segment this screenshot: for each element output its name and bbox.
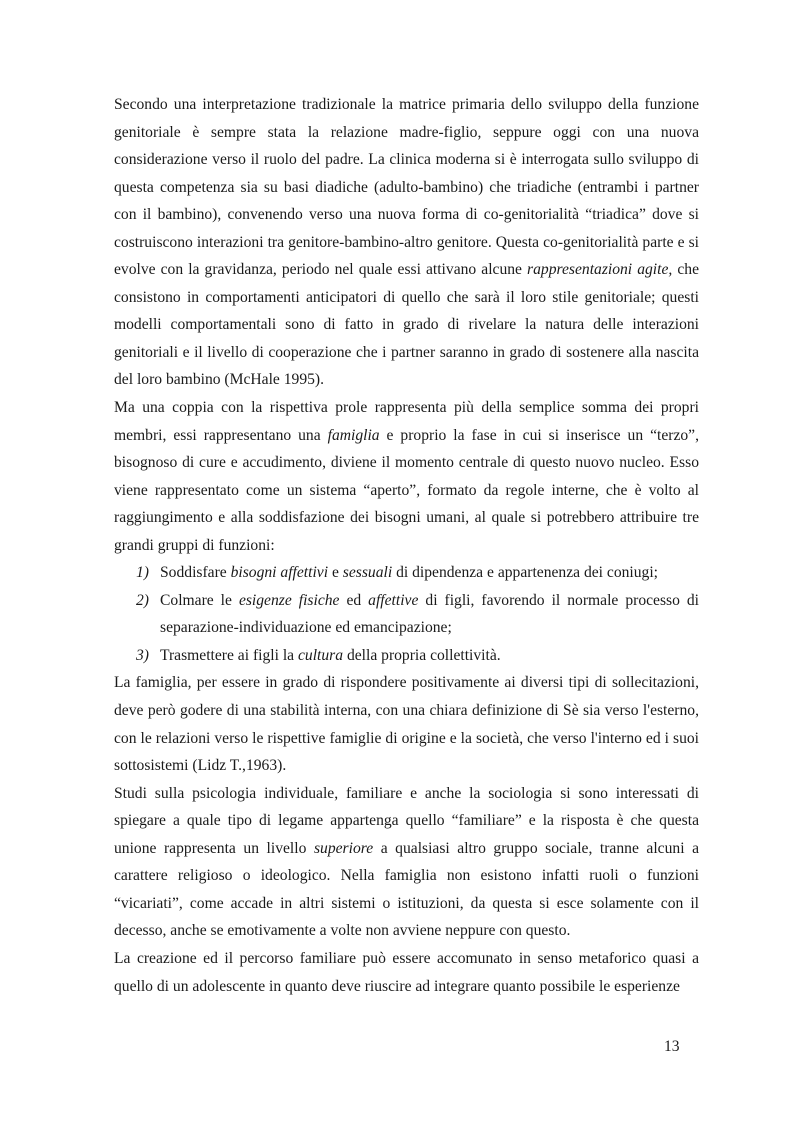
paragraph-percorso-familiare: La creazione ed il percorso familiare può essere accomunato in senso metaforico quasi a quello di un adolescente in quanto deve riuscire ad integrare quanto possibile le esperienze bbox=[114, 949, 699, 995]
list-number: 3) bbox=[136, 646, 149, 664]
paragraph-co-genitorialita bbox=[114, 91, 699, 394]
paragraph-stabilita-interna: La famiglia, per essere in grado di rispondere positivamente ai diversi tipi di sollecitazioni, deve però godere di una stabilità interna, con una chiara definizione di Sè sia verso l'esterno, con le relazioni verso le rispettive famiglie di origine e la società, che verso l'interno ed i suoi sottosistemi (Lidz T.,1963). bbox=[114, 674, 699, 775]
functions-list bbox=[114, 559, 699, 669]
italic-term: famiglia bbox=[327, 426, 380, 444]
list-number: 1) bbox=[136, 564, 149, 582]
paragraph-famiglia-sistema bbox=[114, 394, 699, 559]
list-item bbox=[114, 559, 699, 587]
text-run: ed bbox=[339, 591, 369, 609]
italic-term: cultura bbox=[298, 646, 344, 664]
list-number: 2) bbox=[136, 591, 149, 609]
list-item bbox=[114, 642, 699, 670]
italic-term: rappresentazioni agite, bbox=[527, 261, 673, 279]
italic-term: esigenze fisiche bbox=[238, 591, 340, 609]
page-body bbox=[114, 91, 699, 1000]
italic-term: affettive bbox=[368, 591, 419, 609]
italic-term: superiore bbox=[313, 839, 374, 857]
paragraph-legame-familiare bbox=[114, 780, 699, 945]
text-run: e bbox=[328, 564, 343, 582]
text-run: a qualsiasi altro gruppo sociale, tranne alcuni a carattere religioso o ideologico. Nella famiglia non esistono infatti ruoli o funzioni “vicariati”, come accade in altri sistemi o istituzioni, da questa si esce solamente con il decesso, anche se emotivamente a volte non avviene neppure con questo. bbox=[114, 839, 699, 940]
list-item bbox=[114, 587, 699, 642]
text-run: Secondo una interpretazione tradizionale la matrice primaria dello sviluppo della funzione genitoriale è sempre stata la relazione madre-figlio, seppure oggi con una nuova considerazione verso il ruolo del padre. La clinica moderna si è interrogata sullo sviluppo di questa competenza sia su basi diadiche (adulto-bambino) che triadiche (entrambi i partner con il bambino), convenendo verso una nuova forma di co-genitorialità “triadica” dove si costruiscono interazioni tra genitore-bambino-altro genitore. Questa co-genitorialità parte e si evolve con la gravidanza, periodo nel quale essi attivano alcune bbox=[114, 96, 699, 279]
text-run: che consistono in comportamenti anticipatori di quello che sarà il loro stile genitoriale; questi modelli comportamentali sono di fatto in grado di rivelare la natura delle interazioni genitoriali e il livello di cooperazione che i partner saranno in grado di sostenere alla nascita del loro bambino (McHale 1995). bbox=[114, 261, 699, 389]
text-run: Soddisfare bbox=[160, 564, 231, 582]
text-run: della propria collettività. bbox=[343, 646, 501, 664]
text-run: di dipendenza e appartenenza dei coniugi; bbox=[392, 564, 659, 582]
italic-term: bisogni affettivi bbox=[230, 564, 329, 582]
text-run: Trasmettere ai figli la bbox=[160, 646, 298, 664]
italic-term: sessuali bbox=[342, 564, 393, 582]
text-run: e proprio la fase in cui si inserisce un “terzo”, bisognoso di cure e accudimento, diviene il momento centrale di questo nuovo nucleo. Esso viene rappresentato come un sistema “aperto”, formato da regole interne, che è volto al raggiungimento e alla soddisfazione dei bisogni umani, al quale si potrebbero attribuire tre grandi gruppi di funzioni: bbox=[114, 426, 700, 554]
text-run: Studi sulla psicologia individuale, familiare e anche la sociologia si sono interessati di spiegare a quale tipo di legame appartenga quello “familiare” e la risposta è che questa unione rappresenta un livello bbox=[114, 784, 699, 857]
text-run: Ma una coppia con la rispettiva prole rappresenta più della semplice somma dei propri membri, essi rappresentano una bbox=[114, 399, 699, 444]
page-number: 13 bbox=[664, 1038, 680, 1055]
text-run: di figli, favorendo il normale processo di separazione-individuazione ed emancipazione; bbox=[160, 591, 700, 637]
text-run: Colmare le bbox=[160, 591, 239, 609]
